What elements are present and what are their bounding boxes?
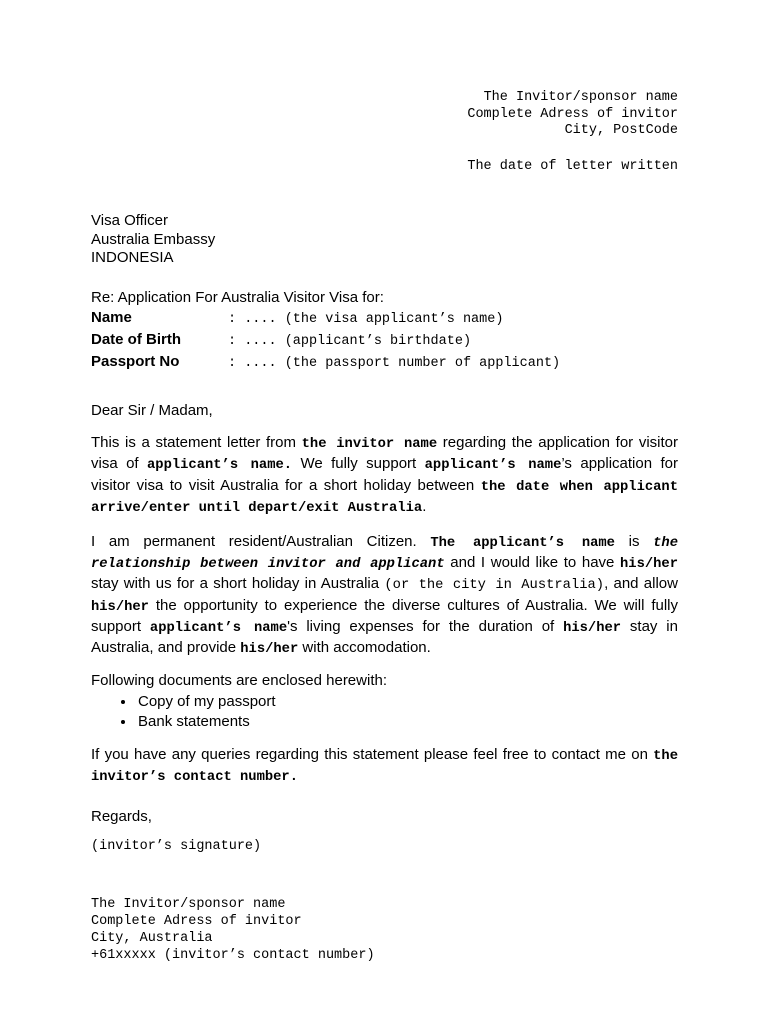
enclosures-list	[91, 692, 678, 731]
footer-sender-name: The Invitor/sponsor name	[91, 896, 286, 912]
field-row-birthdate	[91, 330, 678, 352]
field-value-passport: : .... (the passport number of applicant)	[228, 356, 561, 372]
closing-regards: Regards,	[91, 807, 152, 825]
recipient-country: INDONESIA	[91, 248, 174, 266]
applicant-fields	[91, 308, 678, 374]
recipient-title: Visa Officer	[91, 212, 168, 230]
contact-paragraph: If you have any queries regarding this statement please feel free to contact me on the invitor’s contact number.	[91, 746, 678, 786]
enclosures-intro: Following documents are enclosed herewith:	[91, 672, 387, 690]
footer-sender-phone: +61xxxxx (invitor’s contact number)	[91, 947, 375, 963]
body-paragraph-1: This is a statement letter from the invitor name regarding the application for visitor visa of applicant’s name. We fully support applicant’s name’s application for visitor visa to visit Australia for a short holiday between the date when applicant arrive/enter until depart/exit Australia.	[91, 434, 678, 516]
sender-city-line: City, PostCode	[564, 123, 678, 139]
field-label-name: Name	[91, 309, 132, 327]
enclosure-item-passport: • Copy of my passport	[136, 692, 678, 712]
salutation: Dear Sir / Madam,	[91, 402, 213, 420]
field-label-birthdate: Date of Birth	[91, 331, 181, 349]
field-value-birthdate: : .... (applicant’s birthdate)	[228, 334, 472, 350]
recipient-block	[91, 212, 678, 267]
footer-sender-address: Complete Adress of invitor	[91, 913, 302, 929]
letter-date-line: The date of letter written	[467, 159, 678, 175]
footer-sender-city: City, Australia	[91, 930, 213, 946]
field-row-name	[91, 308, 678, 330]
footer-sender-block	[91, 896, 678, 964]
sender-address-line: Complete Adress of invitor	[467, 106, 678, 122]
signature-placeholder: (invitor’s signature)	[91, 838, 262, 854]
recipient-org: Australia Embassy	[91, 230, 216, 248]
sender-name-line: The Invitor/sponsor name	[483, 90, 678, 105]
field-row-passport	[91, 352, 678, 374]
field-value-name: : .... (the visa applicant’s name)	[228, 312, 504, 328]
field-label-passport: Passport No	[91, 353, 180, 371]
enclosure-item-bank: • Bank statements	[136, 712, 678, 732]
body-paragraph-2: I am permanent resident/Australian Citizen. The applicant’s name is the relationship between invitor and applicant and I would like to have his/her stay with us for a short holiday in Australia (or the city in Australia), and allow his/her the opportunity to experience the diverse cultures of Australia. We will fully support applicant’s name's living expenses for the duration of his/her stay in Australia, and provide his/her with accomodation.	[91, 532, 678, 657]
sender-address-block	[91, 90, 678, 140]
subject-line: Re: Application For Australia Visitor Visa for:	[91, 289, 384, 307]
